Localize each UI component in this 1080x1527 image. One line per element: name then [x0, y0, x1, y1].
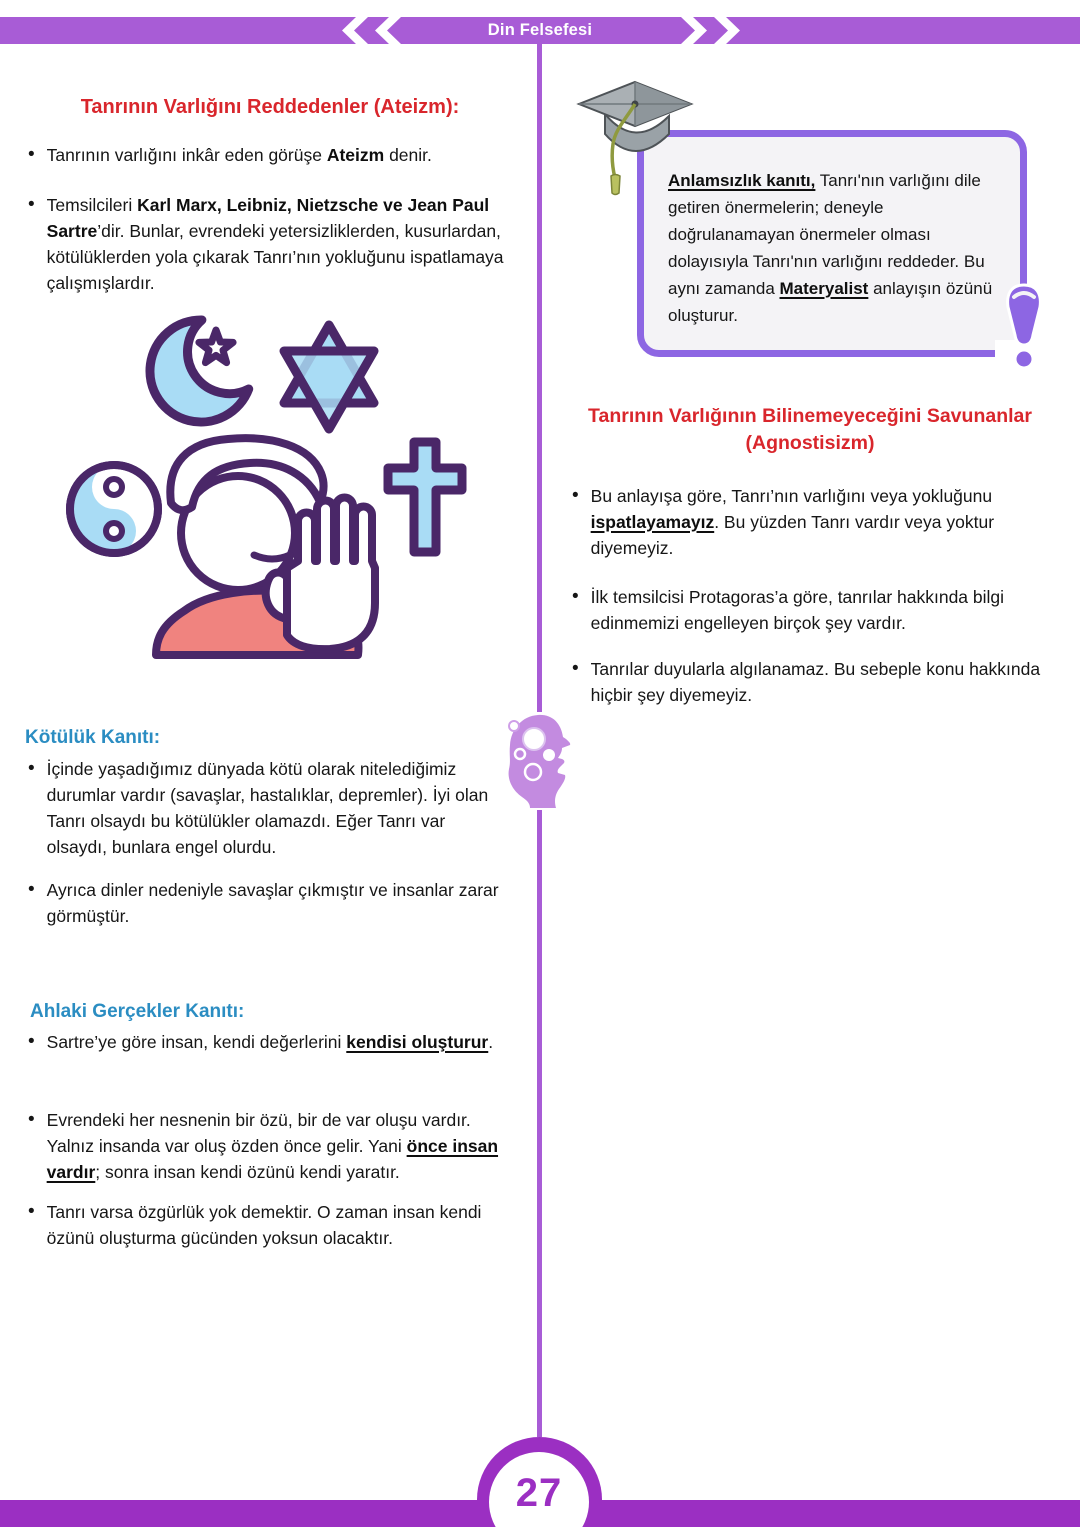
list-item — [572, 584, 1050, 636]
page-number: 27 — [515, 1470, 563, 1515]
bullet-text: Tanrının varlığını inkâr eden görüşe Ateizm denir. — [46, 145, 432, 165]
list-item — [28, 877, 504, 929]
page-title: Din Felsefesi — [487, 21, 593, 39]
list-item — [28, 1107, 504, 1185]
yin-yang-icon — [70, 465, 158, 553]
list-item — [572, 656, 1050, 708]
bullet-text: Bu anlayışa göre, Tanrı’nın varlığını veya yokluğunu ispatlayamayız. Bu yüzden Tanrı vardır veya yoktur diyemeyiz. — [590, 486, 995, 558]
list-item — [572, 483, 1050, 561]
exclamation-icon — [1002, 283, 1046, 369]
bullet-text: Tanrı varsa özgürlük yok demektir. O zaman insan kendi özünü oluşturma gücünden yoksun olacaktır. — [46, 1202, 482, 1248]
bullet-dot: • — [28, 1201, 35, 1222]
ateizm-heading: Tanrının Varlığını Reddedenler (Ateizm): — [80, 96, 460, 118]
bullet-dot: • — [572, 485, 579, 506]
note-text: Anlamsızlık kanıtı, Tanrı'nın varlığını dile getiren önermelerin; deneyle doğrulanamayan önermeler olması dolayısıyla Tanrı'nın varlığını reddeder. Bu aynı zamanda Materyalist anlayışın özünü oluşturur. — [668, 171, 993, 325]
bullet-text: Tanrılar duyularla algılanamaz. Bu sebeple konu hakkında hiçbir şey diyemeyiz. — [590, 659, 1041, 705]
star-icon — [199, 330, 233, 363]
bullet-text: İlk temsilcisi Protagoras’a göre, tanrılar hakkında bilgi edinmemizi engelleyen birçok şey vardır. — [590, 587, 1005, 633]
bullet-dot: • — [28, 1031, 35, 1052]
agnostisizm-heading-line1: Tanrının Varlığının Bilinemeyeceğini Savunanlar — [588, 405, 1032, 427]
person-refusing-icon — [156, 438, 375, 655]
thinking-head-icon — [504, 712, 578, 808]
kotuluk-heading: Kötülük Kanıtı: — [25, 727, 161, 748]
list-item — [28, 192, 504, 296]
list-item — [28, 1029, 504, 1055]
religions-illustration — [58, 303, 482, 663]
bullet-text: Sartre’ye göre insan, kendi değerlerini kendisi oluşturur. — [46, 1032, 494, 1052]
list-item — [28, 756, 504, 860]
divider-line — [537, 44, 542, 712]
list-item — [28, 142, 504, 168]
bullet-dot: • — [572, 658, 579, 679]
divider-line — [537, 810, 542, 1437]
bullet-text: Evrendeki her nesnenin bir özü, bir de var oluşu vardır. Yalnız insanda var oluş özden önce gelir. Yani önce insan vardır; sonra insan kendi özünü kendi yaratır. — [46, 1110, 499, 1182]
bullet-text: Ayrıca dinler nedeniyle savaşlar çıkmıştır ve insanlar zarar görmüştür. — [46, 880, 499, 926]
bullet-dot: • — [572, 586, 579, 607]
ahlaki-heading: Ahlaki Gerçekler Kanıtı: — [30, 1001, 245, 1022]
bullet-dot: • — [28, 194, 35, 215]
graduation-cap-icon — [575, 78, 695, 196]
bullet-dot: • — [28, 1109, 35, 1130]
bullet-text: Temsilcileri Karl Marx, Leibniz, Nietzsche ve Jean Paul Sartre’dir. Bunlar, evrendeki yetersizliklerden, kusurlardan, kötülüklerden yola çıkarak Tanrı’nın yokluğunu ispatlamaya çalışmışlardır. — [46, 195, 504, 293]
list-item — [28, 1199, 504, 1251]
cross-icon — [388, 442, 462, 552]
crescent-icon — [150, 320, 249, 422]
bullet-text: İçinde yaşadığımız dünyada kötü olarak nitelediğimiz durumlar vardır (savaşlar, hastalıklar, depremler). İyi olan Tanrı olsaydı bu kötülükler olamazdı. Eğer Tanrı var olsaydı, bunlara engel olurdu. — [46, 759, 489, 857]
bullet-dot: • — [28, 758, 35, 779]
agnostisizm-heading-line2: (Agnostisizm) — [745, 432, 875, 454]
star-of-david-icon — [284, 325, 374, 429]
bullet-dot: • — [28, 144, 35, 165]
bullet-dot: • — [28, 879, 35, 900]
